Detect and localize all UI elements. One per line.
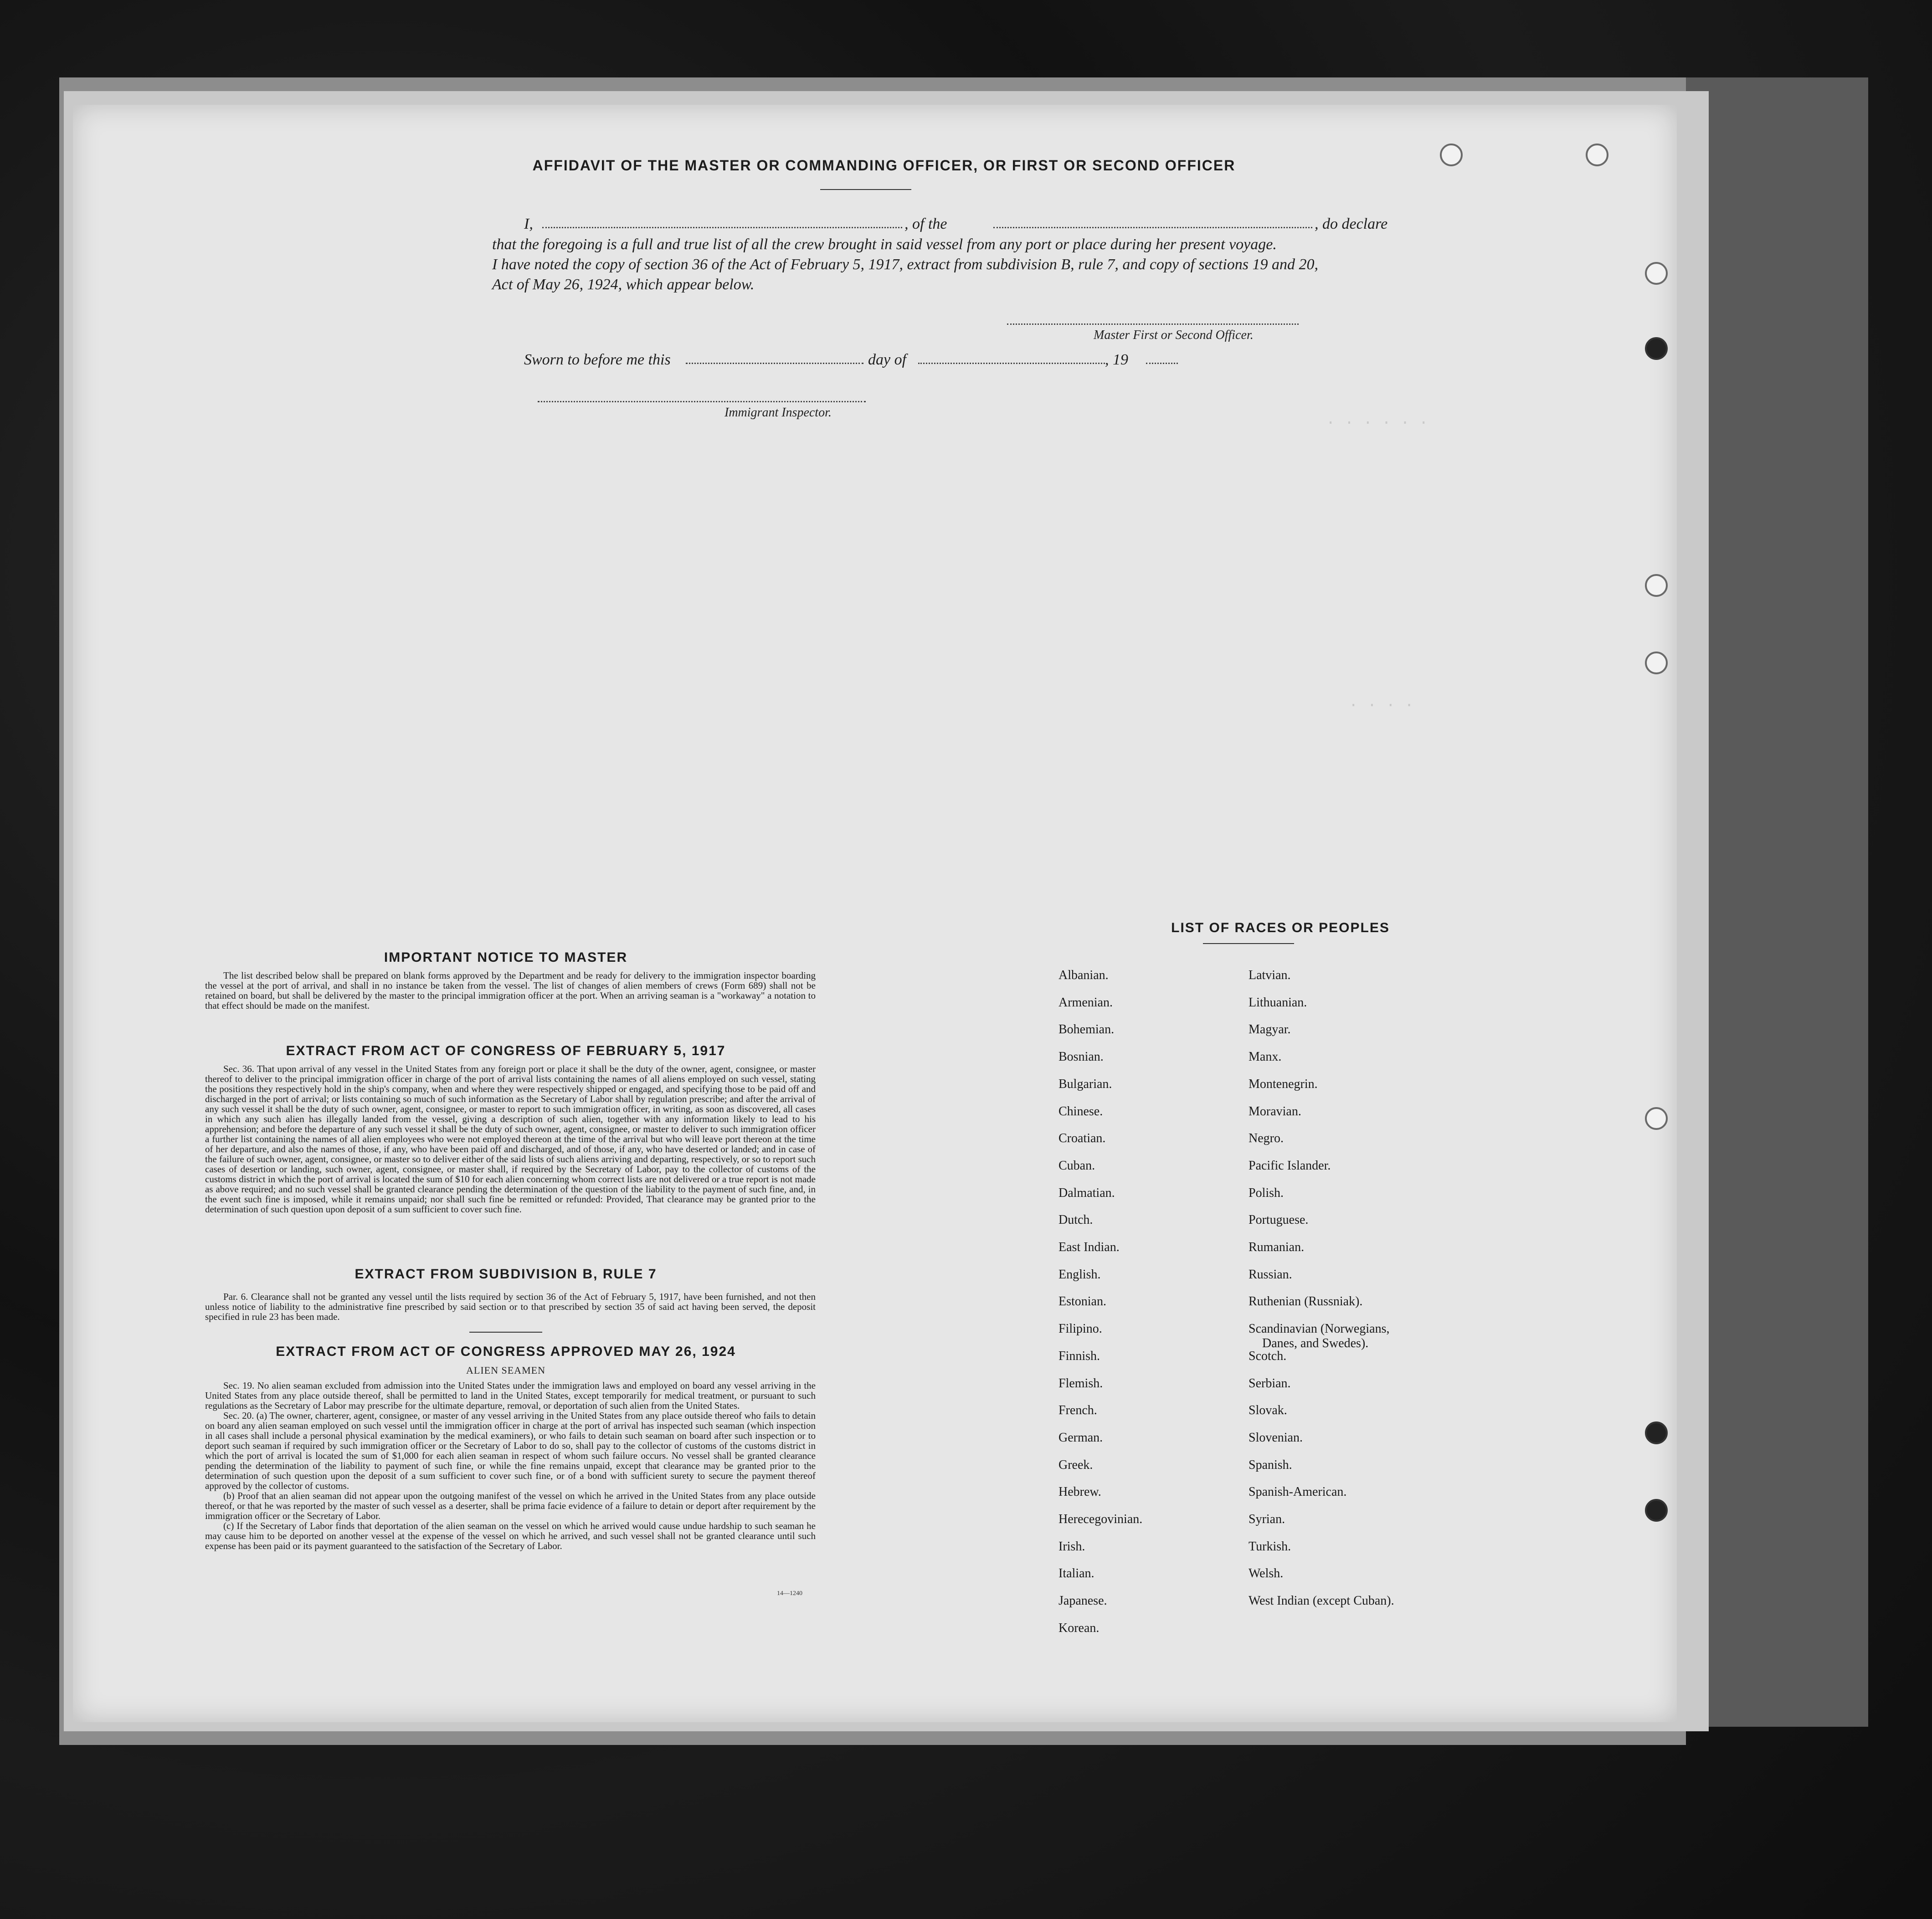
race-item: Bohemian.: [1058, 1022, 1115, 1036]
punch-hole: [1645, 337, 1668, 360]
punch-hole: [1645, 1107, 1668, 1130]
race-item: Lithuanian.: [1249, 995, 1307, 1010]
race-item: Slovak.: [1249, 1403, 1287, 1417]
punch-hole: [1645, 1421, 1668, 1444]
notice-body: [205, 970, 816, 1011]
race-item: Dutch.: [1058, 1213, 1093, 1227]
affidavit-i: I,: [524, 216, 533, 232]
race-item: Russian.: [1249, 1267, 1292, 1282]
punch-hole: [1645, 574, 1668, 597]
punch-hole: [1586, 144, 1608, 166]
affidavit-line-2: that the foregoing is a full and true list of all the crew brought in said vessel from any port or place during her present voyage.: [492, 236, 1277, 253]
punch-hole: [1645, 1499, 1668, 1522]
race-item: Turkish.: [1249, 1539, 1291, 1554]
divider: [820, 189, 911, 190]
extract-1924-body: [205, 1380, 816, 1551]
affidavit-of-the: , of the: [904, 216, 947, 232]
race-item: Polish.: [1249, 1186, 1284, 1200]
race-item: Rumanian.: [1249, 1240, 1305, 1254]
race-item: Bulgarian.: [1058, 1077, 1112, 1091]
race-item: Latvian.: [1249, 968, 1291, 982]
race-item: Scotch.: [1249, 1349, 1287, 1363]
race-item: English.: [1058, 1267, 1101, 1282]
extract-1917-body: [205, 1064, 816, 1214]
race-item: Armenian.: [1058, 995, 1113, 1010]
name-blank: [542, 227, 902, 228]
race-item: Herecegovinian.: [1058, 1512, 1143, 1526]
race-item: Moravian.: [1249, 1104, 1301, 1119]
affidavit-title: AFFIDAVIT OF THE MASTER OR COMMANDING OFFICER, OR FIRST OR SECOND OFFICER: [532, 157, 1236, 174]
master-label: Master First or Second Officer.: [1094, 328, 1254, 342]
race-item: Danes, and Swedes).: [1262, 1336, 1369, 1350]
notice-paragraph: The list described below shall be prepared on blank forms approved by the Department and be ready for delivery to the immigration inspector boarding the vessel at the port of arrival, and shall in no instance be taken from the vessel. The list of changes of alien members of crews (Form 689) shall not be retained on board, but shall be delivered by the master to the principal immigration officer at the port. When an arriving seaman is a "workaway" a notation to that effect should be made on the manifest.: [205, 970, 816, 1011]
race-item: Montenegrin.: [1249, 1077, 1318, 1091]
race-item: Serbian.: [1249, 1376, 1291, 1391]
race-item: Estonian.: [1058, 1294, 1106, 1308]
race-item: Japanese.: [1058, 1594, 1107, 1608]
alien-seamen-subtitle: ALIEN SEAMEN: [466, 1365, 545, 1376]
sworn-text: Sworn to before me this: [524, 351, 671, 368]
race-item: Albanian.: [1058, 968, 1109, 982]
affidavit-line-4: Act of May 26, 1924, which appear below.: [492, 276, 755, 293]
inspector-label: Immigrant Inspector.: [724, 405, 832, 420]
divider: [469, 1332, 542, 1333]
race-item: Welsh.: [1249, 1566, 1284, 1580]
race-item: Magyar.: [1249, 1022, 1291, 1036]
punch-hole: [1645, 262, 1668, 285]
affidavit-line-3: I have noted the copy of section 36 of the Act of February 5, 1917, extract from subdivision B, rule 7, and copy of sections 19 and 20,: [492, 256, 1319, 273]
race-item: Ruthenian (Russniak).: [1249, 1294, 1363, 1308]
inspector-signature-line: [538, 401, 866, 402]
extract-rule7-body: [205, 1292, 816, 1322]
race-item: Irish.: [1058, 1539, 1085, 1554]
race-item: French.: [1058, 1403, 1097, 1417]
punch-hole: [1440, 144, 1463, 166]
race-item: Croatian.: [1058, 1131, 1106, 1145]
race-item: Finnish.: [1058, 1349, 1100, 1363]
section-20a-text: Sec. 20. (a) The owner, charterer, agent, consignee, or master of any vessel arriving in the United States from any place outside thereof who fails to detain on board any alien seaman employed on such vessel until the immigration officer in charge at the port of arrival has inspected such seaman (which inspection in all cases shall include a personal physical examination by the medical examiners), or who fails to detain such seaman on board after such inspection or to deport such seaman if required by such immigration officer or the Secretary of Labor to do so, shall pay to the collector of customs of the customs district in which the port of arrival is located the sum of $1,000 for each alien seaman in respect of whom such failure occurs. No vessel shall be granted clearance pending the determination of the liability to payment of such fine, or while the fine remains unpaid, except that clearance may be granted prior to the determination of such question upon the deposit of a sum sufficient to cover such fine, or of a bond with sufficient surety to secure the payment thereof approved by the collector of customs.: [205, 1410, 816, 1491]
punch-hole: [1645, 652, 1668, 674]
bleed-through-mark: · · · · · ·: [1326, 415, 1428, 432]
race-item: Hebrew.: [1058, 1485, 1101, 1499]
sworn-year-blank: [1146, 363, 1178, 364]
section-20c-text: (c) If the Secretary of Labor finds that deportation of the alien seaman on the vessel on which he arrived would cause undue hardship to such seaman he may cause him to be deported on another vessel at the expense of the vessel on which he arrived, and such vessel shall not be granted clearance until such expense has been paid or its payment guaranteed to the satisfaction of the Secretary of Labor.: [205, 1520, 816, 1551]
race-item: Manx.: [1249, 1050, 1282, 1064]
vessel-blank: [993, 227, 1312, 228]
race-item: Cuban.: [1058, 1159, 1095, 1173]
sworn-line: [492, 350, 1403, 370]
section-20b-text: (b) Proof that an alien seaman did not appear upon the outgoing manifest of the vessel on which he arrived in the United States from any place outside thereof, or that he was reported by the master of such vessel as a deserter, shall be prima facie evidence of a failure to detain or deport after requirement by the immigration officer or the Secretary of Labor.: [205, 1490, 816, 1521]
extract-1917-title: EXTRACT FROM ACT OF CONGRESS OF FEBRUARY 5, 1917: [286, 1043, 726, 1058]
race-item: Filipino.: [1058, 1322, 1102, 1336]
section-36-text: Sec. 36. That upon arrival of any vessel in the United States from any foreign port or place it shall be the duty of the owner, agent, consignee, or master thereof to deliver to the principal immigration officer in charge of the port of arrival lists containing the names of all aliens employed on such vessel, stating the positions they respectively hold in the ship's company, when and where they were respectively shipped or engaged, and specifying those to be paid off and discharged in the port of arrival; or lists containing so much of such information as the Secretary of Labor shall by regulation prescribe; and after the arrival of any such vessel it shall be the duty of such owner, agent, consignee, or master to report to such immigration officer, in writing, as soon as discovered, all cases in which any such alien has illegally landed from the vessel, giving a description of such alien, together with any information likely to lead to his apprehension; and before the departure of any such vessel it shall be the duty of such owner, agent, consignee, or master to deliver to such immigration officer a further list containing the names of all alien employees who were not employed thereon at the time of the arrival but who will leave port thereon at the time of her departure, and also the names of those, if any, who have been paid off and discharged, and of those, if any, who have deserted or landed; and in case of the failure of such owner, agent, consignee, or master so to deliver either of the said lists of such aliens arriving and departing, respectively, or so to report such cases of desertion or landing, such owner, agent, consignee, or master shall, if required by the Secretary of Labor, pay to the collector of customs of the customs district in which the port of arrival is located the sum of $10 for each alien concerning whom correct lists are not delivered or a true report is not made as above required; and no such vessel shall be granted clearance pending the determination of the question of the liability to the payment of such fine, and, in the event such fine is imposed, while it remains unpaid; nor shall such fine be remitted or refunded: Provided, That clearance may be granted prior to the determination of such question upon deposit of a sum sufficient to cover such fine.: [205, 1063, 816, 1215]
race-item: Slovenian.: [1249, 1431, 1303, 1445]
sworn-month-blank: [918, 363, 1105, 364]
extract-rule7-title: EXTRACT FROM SUBDIVISION B, RULE 7: [355, 1267, 657, 1282]
affidavit-line-1: [492, 214, 1403, 234]
race-item: Syrian.: [1249, 1512, 1285, 1526]
race-item: German.: [1058, 1431, 1103, 1445]
section-19-text: Sec. 19. No alien seaman excluded from admission into the United States under the immigration laws and employed on board any vessel arriving in the United States from any place outside thereof, shall be permitted to land in the United States, except temporarily for medical treatment, or pursuant to such regulations as the Secretary of Labor may prescribe for the ultimate departure, removal, or deportation of such alien from the United States.: [205, 1380, 816, 1411]
race-item: Portuguese.: [1249, 1213, 1309, 1227]
sworn-day-blank: [686, 363, 863, 364]
race-item: Negro.: [1249, 1131, 1284, 1145]
races-title: LIST OF RACES OR PEOPLES: [1171, 920, 1390, 935]
race-item: Spanish.: [1249, 1458, 1292, 1472]
document-page: [73, 105, 1677, 1722]
sworn-year: , 19: [1105, 351, 1128, 368]
race-item: Flemish.: [1058, 1376, 1103, 1391]
race-item: Dalmatian.: [1058, 1186, 1115, 1200]
race-item: Chinese.: [1058, 1104, 1103, 1119]
extract-1924-title: EXTRACT FROM ACT OF CONGRESS APPROVED MAY 26, 1924: [276, 1344, 736, 1359]
race-item: East Indian.: [1058, 1240, 1120, 1254]
paragraph-6-text: Par. 6. Clearance shall not be granted any vessel until the lists required by section 36 of the Act of February 5, 1917, have been furnished, and not then unless notice of liability to the administrative fine prescribed by said section or to that prescribed by section 35 of said act having been served, the deposit specified in rule 23 has been made.: [205, 1291, 816, 1322]
race-item: Greek.: [1058, 1458, 1093, 1472]
affidavit-do-declare: , do declare: [1315, 216, 1388, 232]
race-item: West Indian (except Cuban).: [1249, 1594, 1394, 1608]
race-item: Bosnian.: [1058, 1050, 1104, 1064]
race-item: Italian.: [1058, 1566, 1094, 1580]
sworn-day-of: day of: [868, 351, 907, 368]
notice-title: IMPORTANT NOTICE TO MASTER: [384, 950, 628, 965]
race-item: Pacific Islander.: [1249, 1159, 1331, 1173]
race-item: Korean.: [1058, 1621, 1100, 1635]
race-item: Spanish-American.: [1249, 1485, 1347, 1499]
divider: [1203, 943, 1294, 944]
bleed-through-mark: · · · ·: [1349, 697, 1414, 714]
master-signature-line: [1007, 323, 1299, 325]
form-number: 14—1240: [777, 1590, 802, 1597]
race-item: Scandinavian (Norwegians,: [1249, 1322, 1390, 1336]
